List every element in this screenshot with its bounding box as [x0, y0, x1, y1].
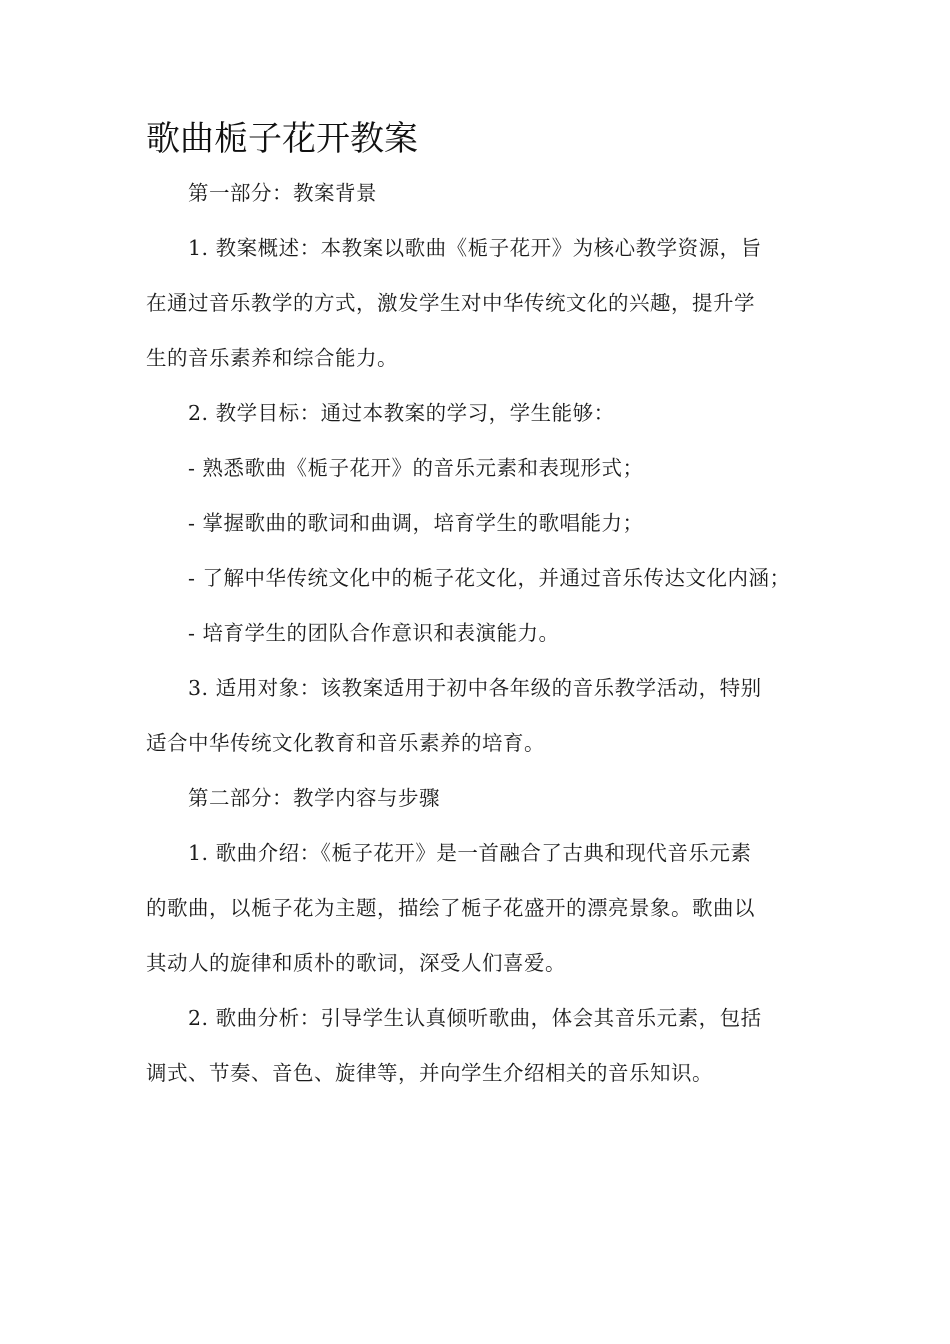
text-line: 在通过音乐教学的方式，激发学生对中华传统文化的兴趣，提升学	[146, 291, 755, 315]
text-line: 适合中华传统文化教育和音乐素养的培育。	[146, 731, 545, 755]
section-1-heading: 第一部分：教案背景	[188, 181, 377, 205]
section-1-paragraph-2: 2. 教学目标：通过本教案的学习，学生能够：	[188, 401, 615, 425]
section-2-paragraph-1	[146, 826, 816, 991]
section-1-paragraph-1	[146, 221, 816, 386]
text-line: 的歌曲，以栀子花为主题，描绘了栀子花盛开的漂亮景象。歌曲以	[146, 896, 755, 920]
text-line: 其动人的旋律和质朴的歌词，深受人们喜爱。	[146, 951, 566, 975]
document-body	[146, 166, 816, 1101]
section-2-heading: 第二部分：教学内容与步骤	[188, 786, 440, 810]
list-item: - 掌握歌曲的歌词和曲调，培育学生的歌唱能力；	[188, 511, 644, 535]
list-item: - 了解中华传统文化中的栀子花文化，并通过音乐传达文化内涵；	[188, 566, 791, 590]
text-line: 生的音乐素养和综合能力。	[146, 346, 398, 370]
section-2-paragraph-2	[146, 991, 816, 1101]
text-line: 2. 歌曲分析：引导学生认真倾听歌曲，体会其音乐元素，包括	[188, 1006, 762, 1030]
section-1-paragraph-3	[146, 661, 816, 771]
text-line: 1. 歌曲介绍：《栀子花开》是一首融合了古典和现代音乐元素	[188, 841, 752, 865]
text-line: 1. 教案概述：本教案以歌曲《栀子花开》为核心教学资源，旨	[188, 236, 762, 260]
text-line: 调式、节奏、音色、旋律等，并向学生介绍相关的音乐知识。	[146, 1061, 713, 1085]
text-line: 3. 适用对象：该教案适用于初中各年级的音乐教学活动，特别	[188, 676, 762, 700]
list-item: - 培育学生的团队合作意识和表演能力。	[188, 621, 560, 645]
list-item: - 熟悉歌曲《栀子花开》的音乐元素和表现形式；	[188, 456, 644, 480]
document-title: 歌曲栀子花开教案	[146, 119, 418, 159]
